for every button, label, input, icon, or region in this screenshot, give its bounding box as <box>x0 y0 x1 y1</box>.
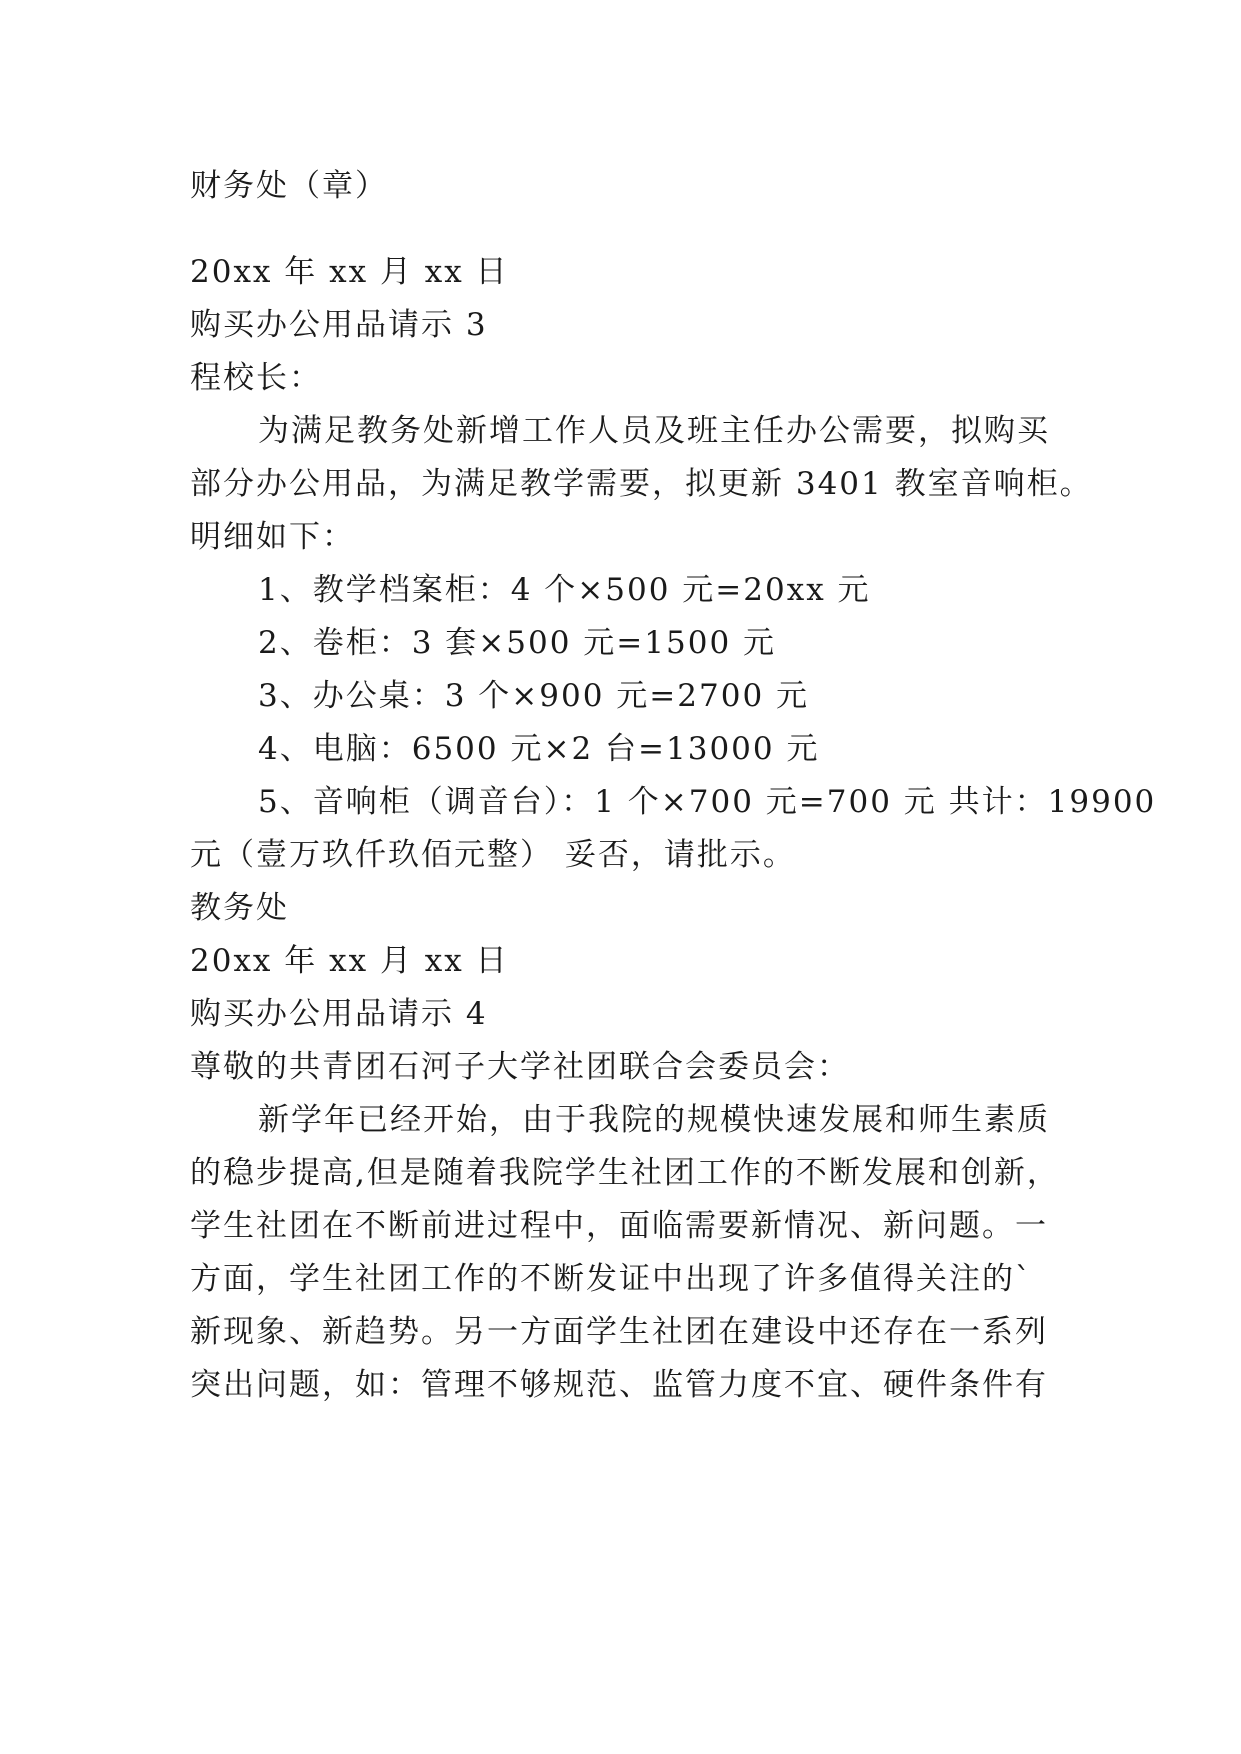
list-item: 1、教学档案柜：4 个×500 元=20xx 元 <box>258 572 871 608</box>
salutation-committee: 尊敬的共青团石河子大学社团联合会委员会： <box>190 1049 850 1085</box>
list-item: 3、办公桌：3 个×900 元=2700 元 <box>258 678 810 714</box>
section-title-4: 购买办公用品请示 4 <box>190 996 488 1032</box>
list-item: 2、卷柜：3 套×500 元=1500 元 <box>258 625 777 661</box>
list-item: 4、电脑：6500 元×2 台=13000 元 <box>258 731 820 767</box>
list-item: 5、音响柜（调音台）：1 个×700 元=700 元 共计：19900 <box>258 784 1157 820</box>
finance-office-seal: 财务处（章） <box>190 168 388 204</box>
body-paragraph-line: 突出问题，如：管理不够规范、监管力度不宜、硬件条件有 <box>190 1367 1048 1403</box>
body-paragraph-line: 明细如下： <box>190 519 355 555</box>
salutation-principal: 程校长： <box>190 360 322 396</box>
date-line: 20xx 年 xx 月 xx 日 <box>190 254 509 290</box>
date-line: 20xx 年 xx 月 xx 日 <box>190 943 509 979</box>
body-paragraph-line: 部分办公用品，为满足教学需要，拟更新 3401 教室音响柜。 <box>190 466 1093 502</box>
body-paragraph-line: 方面，学生社团工作的不断发证中出现了许多值得关注的` <box>190 1261 1033 1297</box>
body-paragraph-line: 新现象、新趋势。另一方面学生社团在建设中还存在一系列 <box>190 1314 1048 1350</box>
total-line: 元（壹万玖仟玖佰元整） 妥否，请批示。 <box>190 837 796 873</box>
body-paragraph-line: 新学年已经开始，由于我院的规模快速发展和师生素质 <box>258 1102 1050 1138</box>
signature-department: 教务处 <box>190 890 289 926</box>
section-title-3: 购买办公用品请示 3 <box>190 307 488 343</box>
body-paragraph-line: 的稳步提高,但是随着我院学生社团工作的不断发展和创新， <box>190 1155 1060 1191</box>
body-paragraph-line: 为满足教务处新增工作人员及班主任办公需要，拟购买 <box>258 413 1050 449</box>
body-paragraph-line: 学生社团在不断前进过程中，面临需要新情况、新问题。一 <box>190 1208 1048 1244</box>
